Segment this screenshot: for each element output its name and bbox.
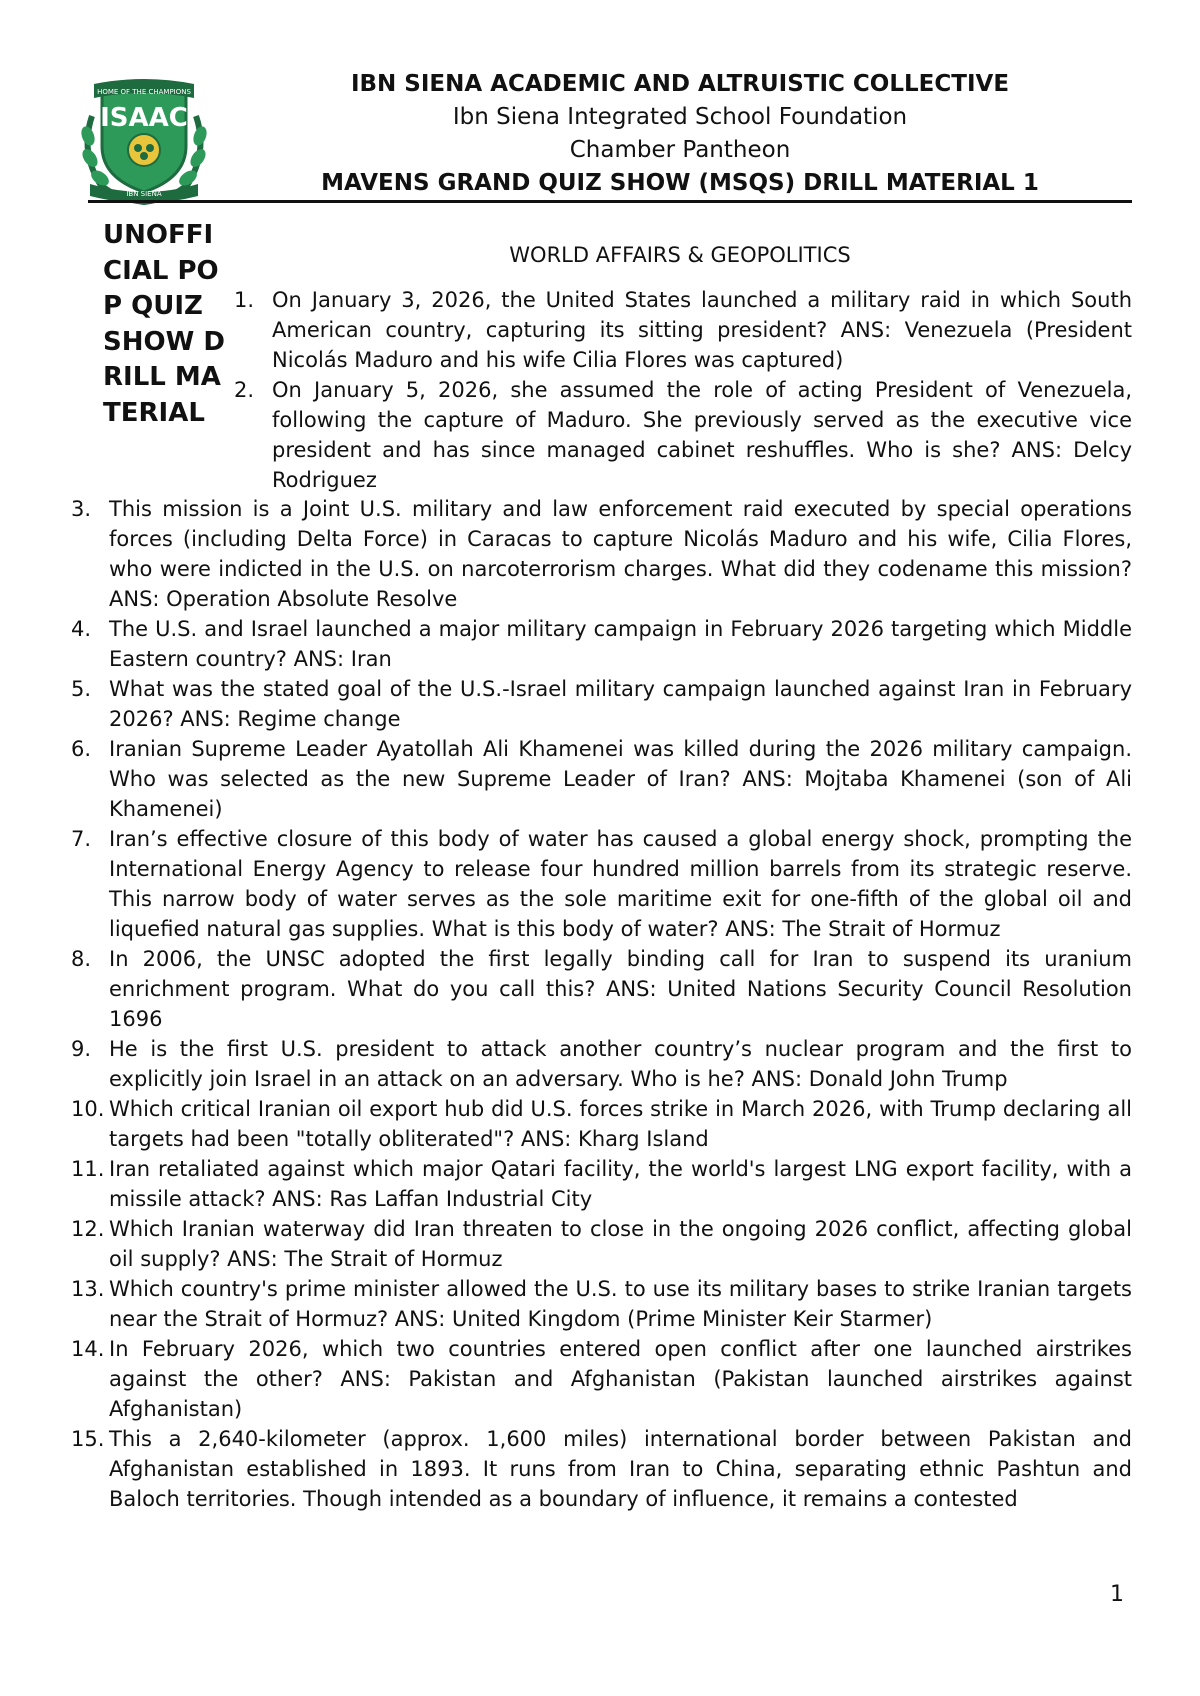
list-item [71,944,1132,1034]
question-text: Which country's prime minister allowed the U.S. to use its military bases to strike Iranian targets near the Strait of Hormuz? ANS: United Kingdom (Prime Minister Keir Starmer) [109,1277,1132,1331]
question-number: 13. [71,1277,105,1301]
question-number: 4. [71,617,92,641]
question-number: 7. [71,827,92,851]
question-text: This mission is a Joint U.S. military and law enforcement raid executed by special operations forces (including Delta Force) in Caracas to capture Nicolás Maduro and his wife, Cilia Flores, who were indicted in the U.S. on narcoterrorism charges. What did they codename this mission? ANS: Operation Absolute Resolve [109,497,1132,611]
list-item [71,614,1132,674]
question-number: 3. [71,497,92,521]
list-item [71,1214,1132,1274]
list-item [234,375,1132,495]
question-text: Which critical Iranian oil export hub did U.S. forces strike in March 2026, with Trump declaring all targets had been "totally obliterated"? ANS: Kharg Island [109,1097,1132,1151]
question-number: 5. [71,677,92,701]
logo-banner-top: HOME OF THE CHAMPIONS [97,88,191,96]
question-text: Iranian Supreme Leader Ayatollah Ali Khamenei was killed during the 2026 military campaign. Who was selected as the new Supreme Leader of Iran? ANS: Mojtaba Khamenei (son of Ali Khamenei) [109,737,1132,821]
material-title: MAVENS GRAND QUIZ SHOW (MSQS) DRILL MATERIAL 1 [321,170,1039,196]
list-item [71,1094,1132,1154]
question-number: 1. [234,288,255,312]
list-item [71,674,1132,734]
list-item [71,1424,1132,1514]
question-list-main [71,494,1132,1514]
question-text: Iran retaliated against which major Qatari facility, the world's largest LNG export facility, with a missile attack? ANS: Ras Laffan Industrial City [109,1157,1132,1211]
list-item [71,1334,1132,1424]
question-text: The U.S. and Israel launched a major military campaign in February 2026 targeting which Middle Eastern country? ANS: Iran [109,617,1132,671]
question-text: On January 3, 2026, the United States launched a military raid in which South American country, capturing its sitting president? ANS: Venezuela (President Nicolás Maduro and his wife Cilia Flores was captured) [272,288,1132,372]
chamber-name: Chamber Pantheon [569,137,791,163]
question-number: 2. [234,378,255,402]
question-text: He is the first U.S. president to attack another country’s nuclear program and the first to explicitly join Israel in an attack on an adversary. Who is he? ANS: Donald John Trump [109,1037,1132,1091]
question-text: In 2006, the UNSC adopted the first legally binding call for Iran to suspend its uranium enrichment program. What do you call this? ANS: United Nations Security Council Resolution 1696 [109,947,1132,1031]
list-item [71,824,1132,944]
question-text: Which Iranian waterway did Iran threaten to close in the ongoing 2026 conflict, affecting global oil supply? ANS: The Strait of Hormuz [109,1217,1132,1271]
header-divider [88,200,1132,203]
list-item [71,494,1132,614]
question-number: 10. [71,1097,105,1121]
list-item [71,734,1132,824]
question-list-top [234,285,1132,495]
question-number: 12. [71,1217,105,1241]
logo-banner-bottom: IBN SIENA [126,190,162,198]
question-text: This a 2,640-kilometer (approx. 1,600 miles) international border between Pakistan and Afghanistan established in 1893. It runs from Iran to China, separating ethnic Pashtun and Baloch territories. Though intended as a boundary of influence, it remains a contested [109,1427,1132,1511]
document-header [240,68,1120,200]
question-text: In February 2026, which two countries entered open conflict after one launched airstrikes against the other? ANS: Pakistan and Afghanistan (Pakistan launched airstrikes against Afghanistan) [109,1337,1132,1421]
question-number: 14. [71,1337,105,1361]
question-number: 6. [71,737,92,761]
isaac-seal-logo [74,76,214,206]
question-number: 9. [71,1037,92,1061]
question-number: 8. [71,947,92,971]
question-text: On January 5, 2026, she assumed the role of acting President of Venezuela, following the capture of Maduro. She previously served as the executive vice president and has since managed cabinet reshuffles. Who is she? ANS: Delcy Rodriguez [272,378,1132,492]
list-item [71,1034,1132,1094]
page-number: 1 [1110,1582,1124,1607]
logo-wordmark: ISAAC [100,103,188,133]
list-item [71,1154,1132,1214]
question-text: What was the stated goal of the U.S.-Israel military campaign launched against Iran in February 2026? ANS: Regime change [109,677,1132,731]
foundation-name: Ibn Siena Integrated School Foundation [452,104,908,130]
list-item [234,285,1132,375]
question-text: Iran’s effective closure of this body of water has caused a global energy shock, prompting the International Energy Agency to release four hundred million barrels from its strategic reserve. This narrow body of water serves as the sole maritime exit for one-fifth of the global oil and liquefied natural gas supplies. What is this body of water? ANS: The Strait of Hormuz [109,827,1132,941]
organization-name: IBN SIENA ACADEMIC AND ALTRUISTIC COLLECTIVE [350,71,1010,97]
question-number: 11. [71,1157,105,1181]
section-title: WORLD AFFAIRS & GEOPOLITICS [509,243,851,267]
list-item [71,1274,1132,1334]
side-title: UNOFFICIAL POP QUIZ SHOW DRILL MATERIAL [103,220,225,428]
question-number: 15. [71,1427,105,1451]
